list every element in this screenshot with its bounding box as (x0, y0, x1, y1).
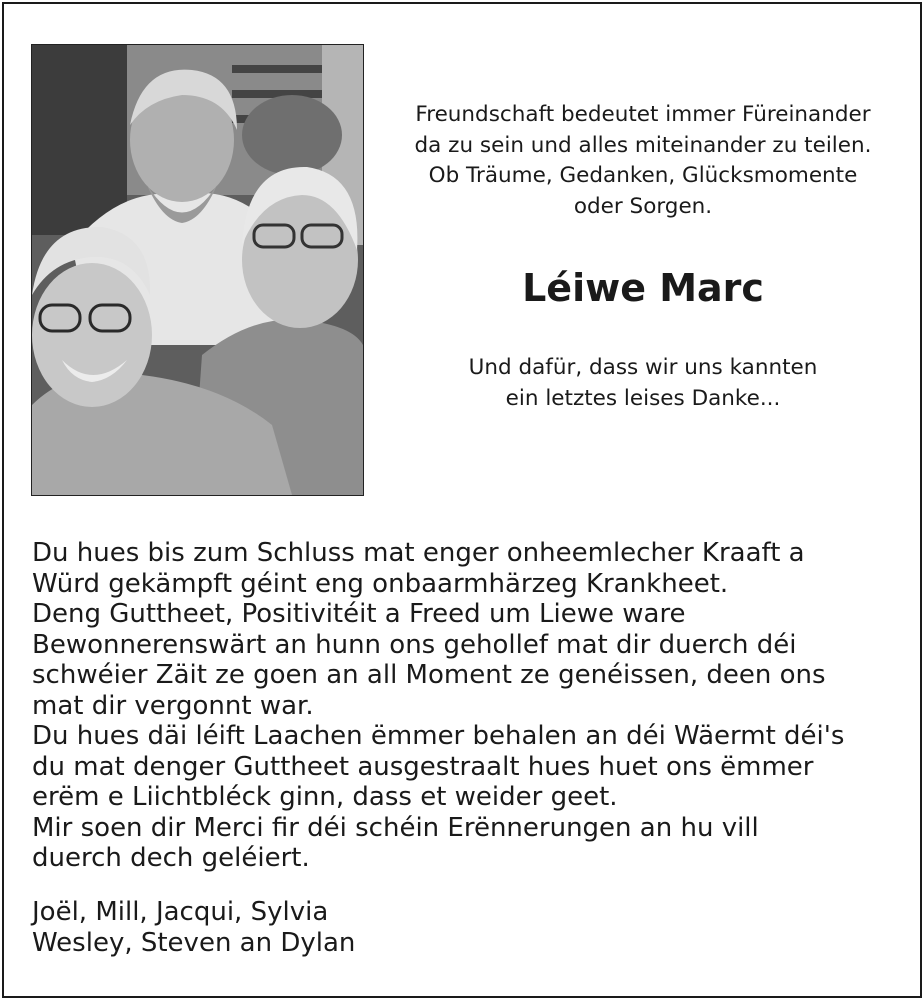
portrait-photo (31, 44, 364, 496)
thanks-line: ein letztes leises Danke... (505, 385, 781, 411)
message-line: Du hues bis zum Schluss mat enger onheemlecher Kraaft a (32, 538, 805, 568)
signature-line: Wesley, Steven an Dylan (32, 928, 356, 958)
message-line: Deng Guttheet, Positivitéit a Freed um Liewe ware (32, 599, 686, 629)
message-line: schwéier Zäit ze goen an all Moment ze genéissen, deen ons (32, 660, 826, 690)
quote-block (370, 100, 916, 222)
message-line: duerch dech geléiert. (32, 843, 310, 873)
message-line: Du hues däi léift Laachen ëmmer behalen an déi Wäermt déi's (32, 721, 845, 751)
deceased-name: Léiwe Marc (522, 266, 764, 310)
message-line: erëm e Liichtbléck ginn, dass et weider geet. (32, 782, 618, 812)
message-line: Bewonnerenswärt an hunn ons gehollef mat dir duerch déi (32, 629, 797, 660)
thanks-line: Und dafür, dass wir uns kannten (468, 355, 818, 380)
quote-line: Ob Träume, Gedanken, Glücksmomente (428, 163, 858, 188)
quote-line: da zu sein und alles miteinander zu teilen. (414, 132, 872, 158)
signature-block (32, 897, 912, 959)
message-line: Mir soen dir Merci fir déi schéin Erënnerungen an hu vill (32, 812, 759, 843)
message-body (32, 538, 912, 874)
message-line: mat dir vergonnt war. (32, 690, 314, 721)
quote-line: oder Sorgen. (573, 193, 713, 219)
signature-line: Joël, Mill, Jacqui, Sylvia (32, 897, 329, 927)
quote-line: Freundschaft bedeutet immer Füreinander (415, 102, 871, 127)
message-line: du mat denger Guttheet ausgestraalt hues huet ons ëmmer (32, 751, 814, 782)
message-line: Würd gekämpft géint eng onbaarmhärzeg Krankheet. (32, 568, 729, 599)
thanks-block (370, 353, 916, 414)
